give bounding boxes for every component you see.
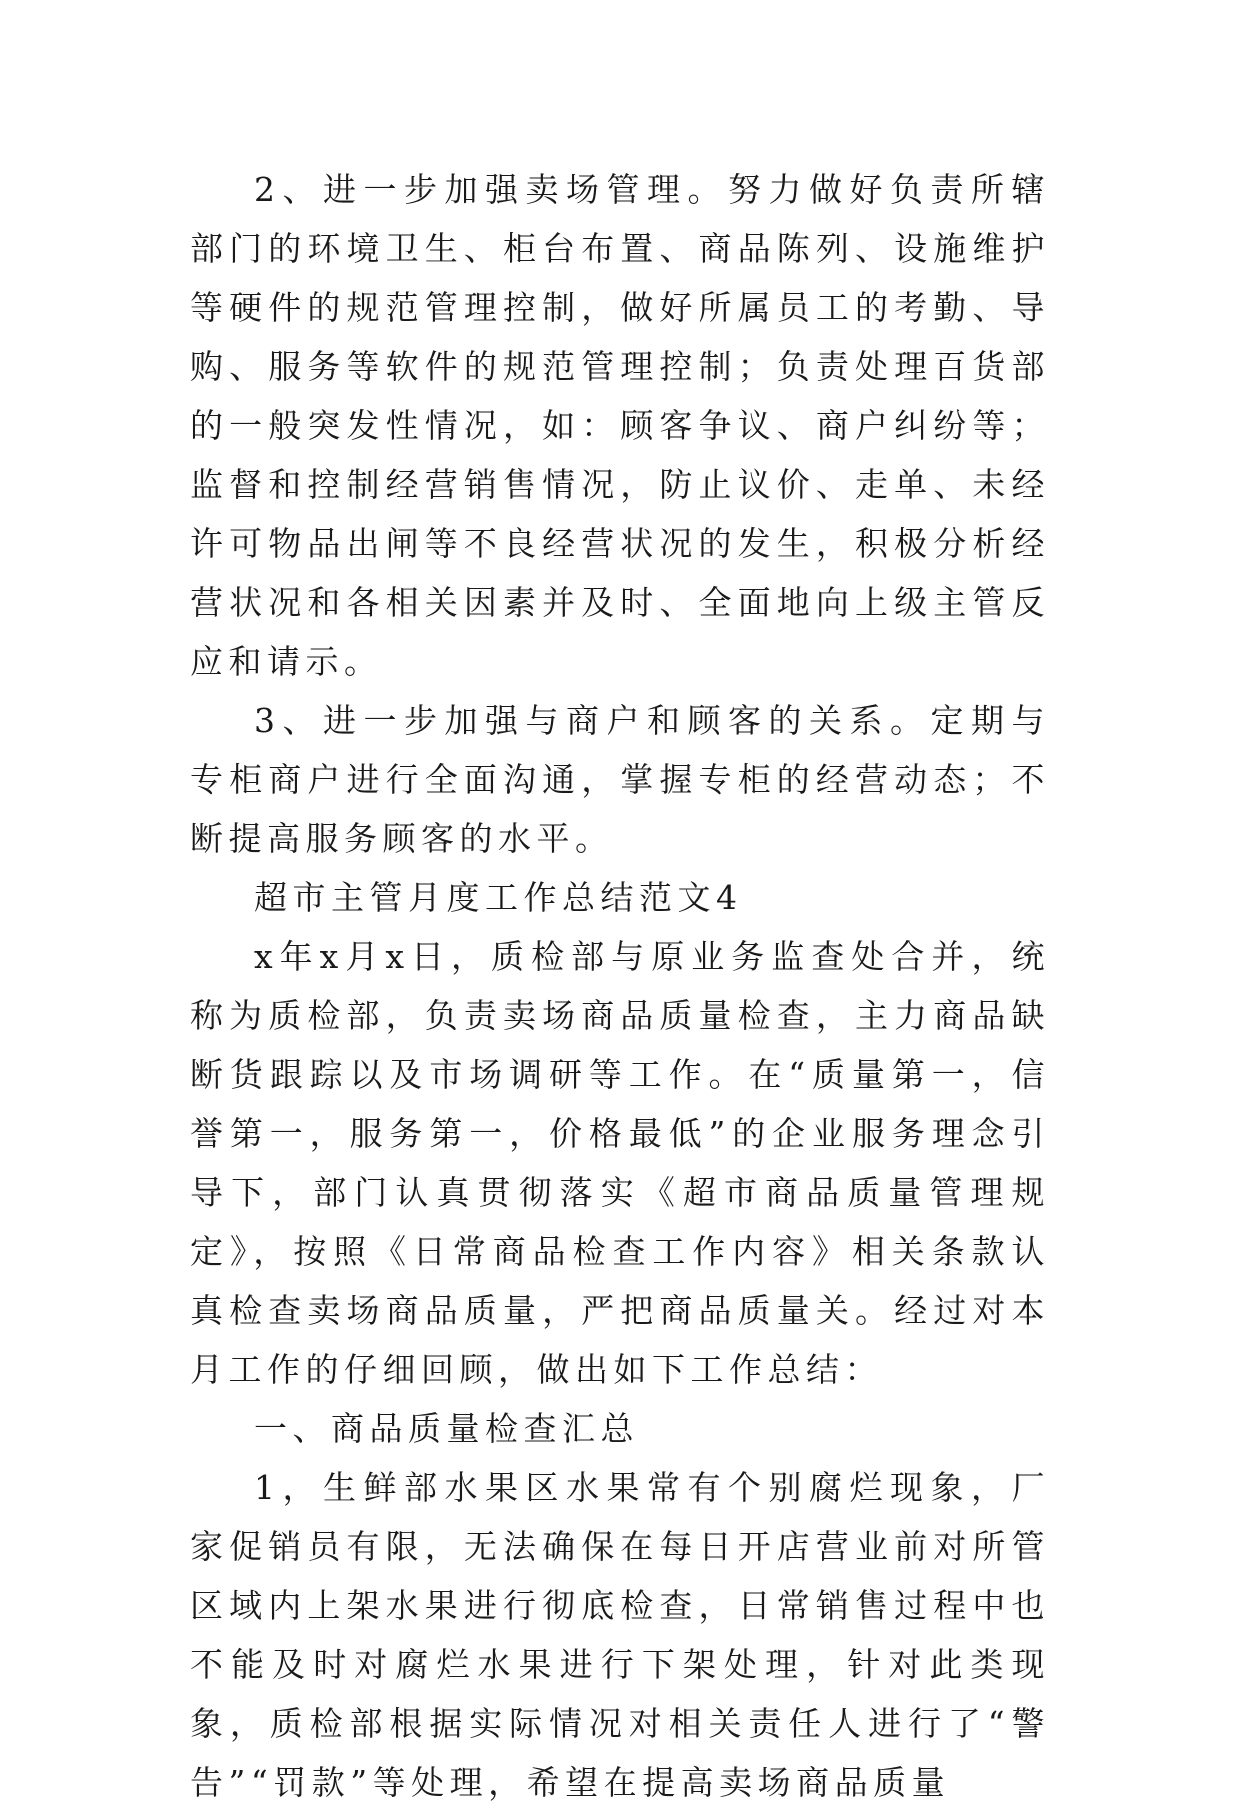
section-heading-quality-summary: 一、商品质量检查汇总 — [254, 1409, 639, 1448]
document-body — [190, 160, 1050, 1812]
paragraph-quality-dept-intro: x年x月x日，质检部与原业务监查处合并，统称为质检部，负责卖场商品质量检查，主力商品缺断货跟踪以及市场调研等工作。在“质量第一，信誉第一，服务第一，价格最低”的企业服务理念引导下，部门认真贯彻落实《超市商品质量管理规定》，按照《日常商品检查工作内容》相关条款认真检查卖场商品质量，严把商品质量关。经过对本月工作的仔细回顾，做出如下工作总结： — [190, 937, 1050, 1389]
paragraph-fresh-fruit: 1，生鲜部水果区水果常有个别腐烂现象，厂家促销员有限，无法确保在每日开店营业前对所管区域内上架水果进行彻底检查，日常销售过程中也不能及时对腐烂水果进行下架处理，针对此类现象，质检部根据实际情况对相关责任人进行了“警告”“罚款”等处理，希望在提高卖场商品质量 — [190, 1468, 1050, 1802]
paragraph-store-management: 2、进一步加强卖场管理。努力做好负责所辖部门的环境卫生、柜台布置、商品陈列、设施维护等硬件的规范管理控制，做好所属员工的考勤、导购、服务等软件的规范管理控制；负责处理百货部的一般突发性情况，如：顾客争议、商户纠纷等；监督和控制经营销售情况，防止议价、走单、未经许可物品出闸等不良经营状况的发生，积极分析经营状况和各相关因素并及时、全面地向上级主管反应和请示。 — [190, 170, 1050, 681]
section-heading-sample-4: 超市主管月度工作总结范文4 — [254, 878, 743, 917]
paragraph-customer-relations: 3、进一步加强与商户和顾客的关系。定期与专柜商户进行全面沟通，掌握专柜的经营动态；不断提高服务顾客的水平。 — [190, 701, 1050, 858]
